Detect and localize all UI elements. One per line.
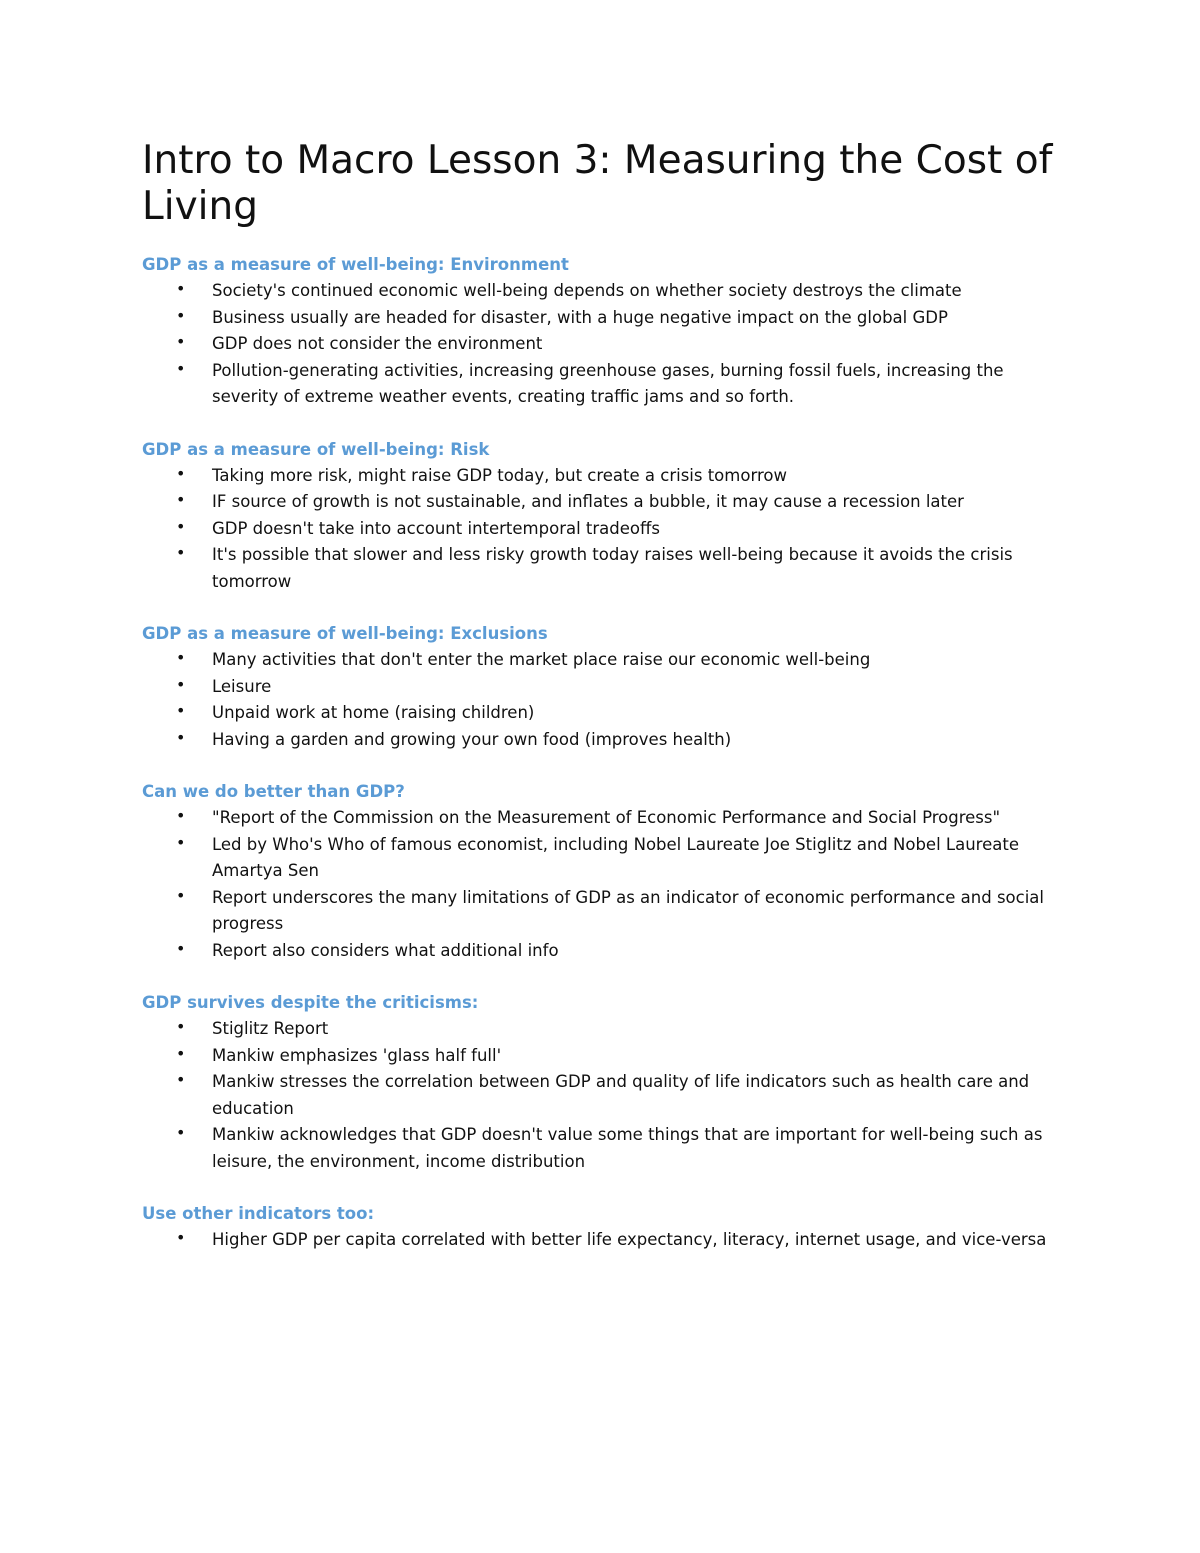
list-item	[142, 938, 1062, 965]
bullet-icon: •	[176, 490, 186, 509]
list-item-text: Taking more risk, might raise GDP today, but create a crisis tomorrow	[212, 465, 787, 485]
section-heading: GDP as a measure of well-being: Exclusions	[142, 624, 548, 643]
list-item-text: Society's continued economic well-being depends on whether society destroys the climate	[212, 281, 962, 300]
list-item-text: Mankiw emphasizes 'glass half full'	[212, 1045, 502, 1065]
list-item	[142, 463, 1062, 490]
list-item-text: Pollution-generating activities, increasing greenhouse gases, burning fossil fuels, increasing the severity of extreme weather events, creating traffic jams and so forth.	[212, 360, 1004, 406]
list-item-text: Business usually are headed for disaster, with a huge negative impact on the global GDP	[212, 307, 948, 327]
section-heading: GDP as a measure of well-being: Environment	[142, 255, 569, 274]
bullet-icon: •	[176, 727, 186, 747]
list-item	[142, 489, 1062, 516]
bullet-icon: •	[176, 1017, 186, 1036]
section-heading: GDP survives despite the criticisms:	[142, 993, 479, 1012]
section	[142, 779, 1062, 964]
document-page	[142, 138, 1062, 1280]
section-heading: Can we do better than GDP?	[142, 782, 405, 801]
sections-container	[142, 252, 1062, 1254]
list-item	[142, 674, 1062, 701]
list-item	[142, 1069, 1062, 1122]
list-item-text: It's possible that slower and less risky growth today raises well-being because it avoids the crisis tomorrow	[212, 545, 1013, 591]
list-item-text: Report underscores the many limitations of GDP as an indicator of economic performance and social progress	[212, 887, 1044, 933]
list-item-text: Unpaid work at home (raising children)	[212, 703, 535, 722]
list-item	[142, 358, 1062, 411]
bullet-list	[142, 278, 1062, 411]
bullet-list	[142, 647, 1062, 753]
section-heading: Use other indicators too:	[142, 1204, 375, 1223]
list-item-text: Report also considers what additional info	[212, 940, 559, 960]
bullet-list	[142, 1016, 1062, 1175]
section	[142, 252, 1062, 411]
section	[142, 437, 1062, 596]
list-item-text: Many activities that don't enter the market place raise our economic well-being	[212, 650, 871, 669]
list-item-text: Mankiw acknowledges that GDP doesn't value some things that are important for well-being such as leisure, the environment, income distribution	[212, 1125, 1043, 1171]
bullet-icon: •	[176, 938, 186, 958]
bullet-icon: •	[176, 358, 186, 378]
list-item	[142, 885, 1062, 938]
list-item	[142, 278, 1062, 305]
bullet-icon: •	[176, 674, 186, 694]
list-item	[142, 305, 1062, 332]
bullet-icon: •	[176, 1228, 186, 1247]
list-item	[142, 1227, 1062, 1254]
bullet-icon: •	[176, 1043, 186, 1063]
list-item	[142, 832, 1062, 885]
list-item	[142, 1016, 1062, 1043]
bullet-icon: •	[176, 463, 186, 483]
list-item-text: Higher GDP per capita correlated with better life expectancy, literacy, internet usage, and vice-versa	[212, 1230, 1047, 1249]
list-item-text: IF source of growth is not sustainable, and inflates a bubble, it may cause a recession later	[212, 492, 964, 511]
list-item	[142, 805, 1062, 832]
list-item	[142, 542, 1062, 595]
bullet-icon: •	[176, 1070, 186, 1089]
list-item	[142, 727, 1062, 754]
bullet-icon: •	[176, 648, 186, 667]
list-item-text: "Report of the Commission on the Measurement of Economic Performance and Social Progress"	[212, 808, 1001, 827]
list-item-text: Having a garden and growing your own food (improves health)	[212, 729, 732, 749]
list-item-text: Led by Who's Who of famous economist, including Nobel Laureate Joe Stiglitz and Nobel Laureate Amartya Sen	[212, 834, 1019, 880]
bullet-icon: •	[176, 701, 186, 720]
list-item	[142, 516, 1062, 543]
bullet-icon: •	[176, 332, 186, 351]
bullet-icon: •	[176, 516, 186, 536]
bullet-icon: •	[176, 806, 186, 825]
bullet-icon: •	[176, 832, 186, 852]
section	[142, 990, 1062, 1175]
bullet-icon: •	[176, 1123, 186, 1142]
bullet-icon: •	[176, 543, 186, 562]
list-item	[142, 1122, 1062, 1175]
list-item	[142, 331, 1062, 358]
bullet-icon: •	[176, 279, 186, 298]
section	[142, 621, 1062, 753]
bullet-icon: •	[176, 885, 186, 905]
bullet-list	[142, 1227, 1062, 1254]
list-item-text: Stiglitz Report	[212, 1019, 329, 1038]
list-item-text: GDP does not consider the environment	[212, 334, 543, 353]
section-heading: GDP as a measure of well-being: Risk	[142, 439, 490, 459]
list-item-text: Mankiw stresses the correlation between GDP and quality of life indicators such as health care and education	[212, 1072, 1030, 1118]
page-title: Intro to Macro Lesson 3: Measuring the Cost of Living	[142, 138, 1053, 229]
section	[142, 1201, 1062, 1254]
bullet-icon: •	[176, 305, 186, 325]
list-item	[142, 700, 1062, 727]
list-item	[142, 647, 1062, 674]
bullet-list	[142, 805, 1062, 964]
bullet-list	[142, 463, 1062, 596]
list-item-text: Leisure	[212, 676, 272, 696]
list-item-text: GDP doesn't take into account intertemporal tradeoffs	[212, 518, 660, 538]
list-item	[142, 1043, 1062, 1070]
